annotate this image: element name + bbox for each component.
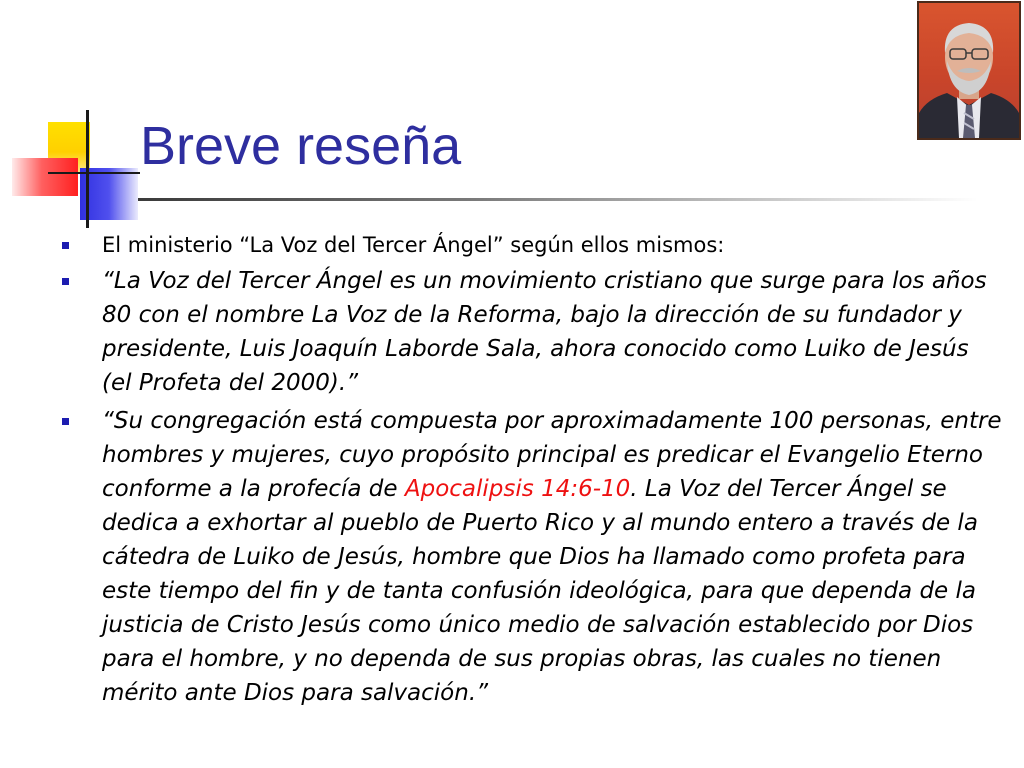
title-underline [138,198,978,201]
portrait-illustration [919,3,1019,138]
portrait-photo [917,1,1021,140]
square-bullet-icon [62,418,69,425]
ornament-red-square [12,158,78,196]
bullet-list [60,228,1005,710]
bullet-text-before: “Su congregación está compuesta por aproximadamente 100 personas, entre hombres y mujeres, cuyo propósito principal es predicar el Evangelio Eterno conforme a la profecía de [102,408,1002,502]
bullet-item-congregation-quote [60,404,1005,710]
ornament-vertical-line [86,110,89,228]
corner-ornament [0,0,160,240]
bullet-text: El ministerio “La Voz del Tercer Ángel” según ellos mismos: [102,233,725,257]
bullet-item-intro [60,228,1005,262]
square-bullet-icon [62,242,69,249]
bullet-text: “La Voz del Tercer Ángel es un movimiento cristiano que surge para los años 80 con el nombre La Voz de la Reforma, bajo la dirección de su fundador y presidente, Luis Joaquín Laborde Sala, ahora conocido como Luiko de Jesús (el Profeta del 2000).” [102,268,987,396]
square-bullet-icon [62,278,69,285]
bullet-item-origin-quote [60,264,1005,400]
scripture-reference: Apocalipsis 14:6-10 [404,476,631,502]
bullet-text-after: . La Voz del Tercer Ángel se dedica a exhortar al pueblo de Puerto Rico y al mundo entero a través de la cátedra de Luiko de Jesús, hombre que Dios ha llamado como profeta para este tiempo del fin y de tanta confusión ideológica, para que dependa de la justicia de Cristo Jesús como único medio de salvación establecido por Dios para el hombre, y no dependa de sus propias obras, las cuales no tienen mérito ante Dios para salvación.” [102,476,978,706]
slide-body [60,228,1005,714]
slide-title: Breve reseña [140,116,462,176]
ornament-horizontal-line [48,172,140,174]
